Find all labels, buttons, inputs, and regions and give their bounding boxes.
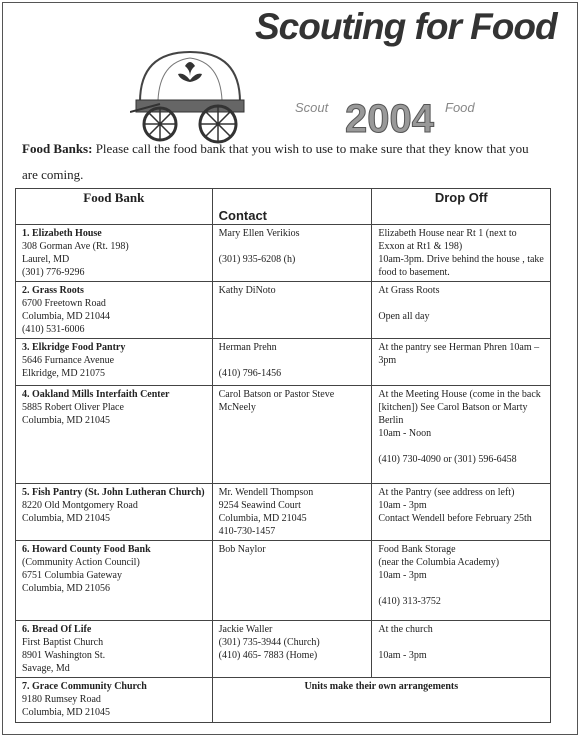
cell-line: 1. Elizabeth House: [22, 228, 102, 239]
cell-line: Jackie Waller: [218, 624, 273, 635]
cell-line: (410) 313-3752: [378, 596, 441, 607]
cell-line: Kathy DiNoto: [218, 285, 276, 296]
cell-line: Columbia, MD 21045: [218, 513, 307, 524]
cell-line: Elizabeth House near Rt 1 (next to Exxon at Rt1 & 198): [378, 228, 517, 252]
table-row: [16, 386, 551, 484]
cell-line: Columbia, MD 21045: [22, 513, 111, 524]
cell-line: Open all day: [378, 311, 430, 322]
cell-line: 9180 Rumsey Road: [22, 694, 101, 705]
cell-line: At Grass Roots: [378, 285, 440, 296]
covered-wagon-icon: [130, 44, 250, 144]
food-bank-cell: [16, 339, 213, 386]
table-row: [16, 678, 551, 723]
cell-line: Elkridge, MD 21075: [22, 368, 106, 379]
table-row: [16, 282, 551, 339]
table-header-row: [16, 189, 551, 225]
cell-line: Carol Batson or Pastor Steve McNeely: [218, 389, 335, 413]
cell-line: [219, 354, 366, 367]
food-bank-table: [15, 188, 551, 723]
cell-line: Columbia, MD 21044: [22, 311, 111, 322]
cell-line: Mr. Wendell Thompson: [218, 487, 314, 498]
column-header-contact: Contact: [212, 189, 372, 225]
drop-off-cell: [372, 282, 551, 339]
drop-off-cell: [372, 386, 551, 484]
column-header-drop-off: Drop Off: [372, 189, 551, 225]
page-title: Scouting for Food: [255, 6, 557, 47]
drop-off-cell: [372, 484, 551, 541]
svg-text:Scout: Scout: [295, 100, 329, 115]
svg-text:Food: Food: [445, 100, 475, 115]
cell-line: 3. Elkridge Food Pantry: [22, 342, 126, 353]
cell-line: 6700 Freetown Road: [22, 298, 106, 309]
cell-line: First Baptist Church: [22, 637, 104, 648]
contact-cell: [212, 282, 372, 339]
cell-line: (Community Action Council): [22, 557, 140, 568]
cell-line: 2. Grass Roots: [22, 285, 84, 296]
cell-line: (410) 531-6006: [22, 324, 85, 335]
table-row: [16, 541, 551, 621]
food-bank-cell: [16, 541, 213, 621]
cell-line: 6. Bread Of Life: [22, 624, 92, 635]
cell-line: At the Meeting House (come in the back [kitchen]) See Carol Batson or Marty Berlin: [378, 389, 541, 426]
cell-line: [219, 240, 366, 253]
food-bank-cell: [16, 621, 213, 678]
cell-line: Food Bank Storage: [378, 544, 456, 555]
drop-off-cell: [372, 339, 551, 386]
cell-line: [378, 582, 544, 595]
drop-off-cell: [372, 621, 551, 678]
cell-line: 6. Howard County Food Bank: [22, 544, 151, 555]
cell-line: 5. Fish Pantry (St. John Lutheran Church): [22, 487, 205, 498]
table-row: [16, 339, 551, 386]
cell-line: (410) 730-4090 or (301) 596-6458: [378, 454, 517, 465]
cell-line: 308 Gorman Ave (Rt. 198): [22, 241, 129, 252]
cell-line: Contact Wendell before February 25th: [378, 513, 532, 524]
cell-line: Columbia, MD 21056: [22, 583, 111, 594]
cell-line: 9254 Seawind Court: [218, 500, 301, 511]
cell-line: 6751 Columbia Gateway: [22, 570, 122, 581]
cell-line: At the Pantry (see address on left): [378, 487, 515, 498]
cell-line: (near the Columbia Academy): [378, 557, 500, 568]
table-row: [16, 484, 551, 541]
drop-off-cell: [372, 541, 551, 621]
cell-line: [378, 636, 544, 649]
cell-line: 5646 Furnance Avenue: [22, 355, 115, 366]
cell-line: 5885 Robert Oliver Place: [22, 402, 124, 413]
cell-line: 7. Grace Community Church: [22, 681, 147, 692]
cell-line: At the pantry see Herman Phren 10am – 3pm: [378, 342, 540, 366]
contact-cell: [212, 339, 372, 386]
cell-line: 8220 Old Montgomery Road: [22, 500, 138, 511]
cell-line: 8901 Washington St.: [22, 650, 106, 661]
cell-line: Columbia, MD 21045: [22, 707, 111, 718]
food-bank-cell: [16, 678, 213, 723]
cell-line: At the church: [378, 624, 433, 635]
cell-line: (301) 735-3944 (Church): [218, 637, 320, 648]
table-row: [16, 621, 551, 678]
food-bank-cell: [16, 484, 213, 541]
table-body: [16, 225, 551, 723]
cell-line: (410) 465- 7883 (Home): [218, 650, 318, 661]
cell-line: 10am - Noon: [378, 428, 432, 439]
contact-cell: [212, 541, 372, 621]
drop-off-cell: [372, 225, 551, 282]
cell-line: [378, 297, 544, 310]
cell-line: Laurel, MD: [22, 254, 70, 265]
column-header-food-bank: Food Bank: [16, 189, 213, 225]
cell-line: 4. Oakland Mills Interfaith Center: [22, 389, 170, 400]
cell-line: Bob Naylor: [218, 544, 266, 555]
cell-line: (410) 796-1456: [218, 368, 282, 379]
svg-text:2004: 2004: [345, 97, 434, 141]
contact-cell: [212, 621, 372, 678]
food-bank-cell: [16, 282, 213, 339]
food-bank-cell: [16, 225, 213, 282]
intro-text: Please call the food bank that you wish to use to make sure that they know that you are coming.: [22, 141, 529, 182]
cell-line: 10am-3pm. Drive behind the house , take food to basement.: [378, 254, 544, 278]
cell-line: 10am - 3pm: [378, 500, 427, 511]
cell-line: 10am - 3pm: [378, 570, 427, 581]
cell-line: 410-730-1457: [218, 526, 276, 537]
contact-cell: [212, 225, 372, 282]
arrangements-note-cell: Units make their own arrangements: [212, 678, 550, 723]
cell-line: Savage, Md: [22, 663, 70, 674]
cell-line: Mary Ellen Verikios: [218, 228, 300, 239]
cell-line: [378, 440, 544, 453]
cell-line: (301) 776-9296: [22, 267, 85, 278]
contact-cell: [212, 484, 372, 541]
intro-label: Food Banks:: [22, 141, 93, 156]
food-bank-cell: [16, 386, 213, 484]
cell-line: (301) 935-6208 (h): [218, 254, 296, 265]
scout-2004-food-logo: [295, 82, 485, 142]
table-row: [16, 225, 551, 282]
cell-line: Columbia, MD 21045: [22, 415, 111, 426]
intro-paragraph: [22, 136, 542, 188]
contact-cell: [212, 386, 372, 484]
cell-line: Herman Prehn: [218, 342, 277, 353]
cell-line: 10am - 3pm: [378, 650, 427, 661]
